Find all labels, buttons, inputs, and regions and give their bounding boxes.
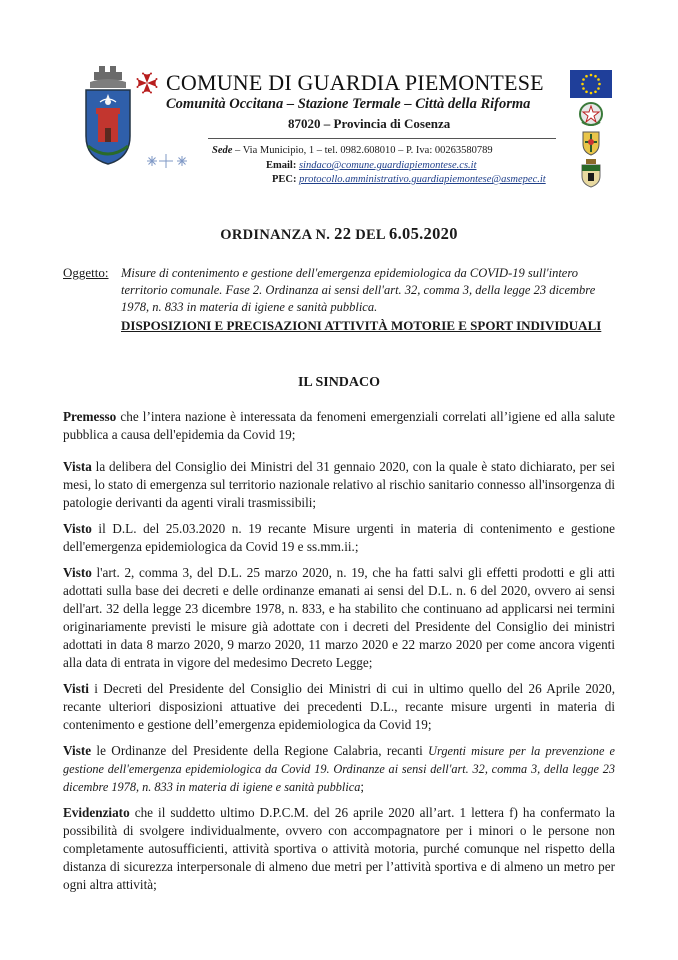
pec-link[interactable]: protocollo.amministrativo.guardiapiemontese@asmepec.it — [299, 174, 546, 185]
oggetto-title: DISPOSIZIONI E PRECISAZIONI ATTIVITÀ MOTORIE E SPORT INDIVIDUALI — [121, 318, 602, 333]
occitan-cross-icon — [136, 72, 158, 94]
paragraph-text: che l’intera nazione è interessata da fenomeni emergenziali correlati all’igiene ed alla salute pubblica a causa dell'epidemia da Covid 19; — [63, 409, 615, 442]
paragraph-text: che il suddetto ultimo D.P.C.M. del 26 aprile 2020 all’art. 1 lettera f) ha confermato la possibilità di svolgere individualmente, ovvero con accompagnatore per i minori o le persone non completamente autosufficienti, attività sportiva o attività motoria, purché comunque nel rispetto della distanza di sicurezza interpersonale di almeno due metri per l’attività sportiva e di almeno un metro per ogni altra attività; — [63, 805, 615, 892]
italian-emblem-icon — [578, 100, 604, 128]
ordinance-heading — [0, 224, 678, 244]
ordinance-date: 6.05.2020 — [389, 224, 458, 243]
paragraph-lead: Visti — [63, 681, 89, 696]
paragraph-lead: Vista — [63, 459, 92, 474]
municipality-title: COMUNE DI GUARDIA PIEMONTESE — [166, 70, 544, 95]
provincial-emblem-icon — [578, 158, 604, 188]
paragraph-text: le Ordinanze del Presidente della Regione Calabria, recanti — [91, 743, 429, 758]
contact-sede-line — [212, 145, 493, 156]
email-label: Email: — [266, 160, 297, 171]
paragraph-vista — [63, 458, 615, 512]
paragraph-italic-text: Urgenti misure per la prevenzione e gestione dell'emergenza epidemiologica da Covid 19. Ordinanze ai sensi dell'art. 32, comma 3, della legge 23 dicembre 1978, n. 833 in materia di igiene e sanità pubblica — [63, 744, 615, 794]
ordinance-del: DEL — [355, 227, 386, 243]
email-link[interactable]: sindaco@comune.guardiapiemontese.cs.it — [298, 160, 477, 171]
pec-label: PEC: — [272, 174, 297, 185]
regional-emblem-icon — [578, 128, 604, 156]
paragraph-evidenziato — [63, 804, 615, 894]
oggetto-text: Misure di contenimento e gestione dell'emergenza epidemiologica da COVID-19 sull'intero territorio comunale. Fase 2. Ordinanza ai sensi dell'art. 32, comma 3, della legge 23 dicembre 1978, n. 833 in materia di igiene e sanità pubblica. — [121, 266, 596, 314]
paragraph-text: i Decreti del Presidente del Consiglio dei Ministri di cui in ultimo quello del 26 Aprile 2020, recante ulteriori disposizioni attuative dei precedenti D.L., recante misure urgenti in materia di contenimento e gestione dell’emergenza epidemiologica da Covid 19; — [63, 681, 615, 732]
postal-address: 87020 – Provincia di Cosenza — [288, 116, 451, 131]
paragraph-visto-art2 — [63, 564, 615, 672]
ordinance-prefix: ORDINANZA N. — [220, 227, 331, 243]
contact-pec-line — [272, 174, 546, 185]
section-heading: IL SINDACO — [297, 375, 381, 390]
ordinance-number: 22 — [334, 224, 352, 243]
paragraph-premesso — [63, 408, 615, 444]
paragraph-lead: Evidenziato — [63, 805, 130, 820]
paragraph-viste — [63, 742, 615, 796]
paragraph-visto-dl — [63, 520, 615, 556]
paragraph-tail: ; — [360, 779, 365, 794]
paragraph-visti — [63, 680, 615, 734]
decorative-stars-icon — [146, 150, 192, 172]
oggetto-label: Oggetto: — [63, 265, 109, 280]
paragraph-lead: Visto — [63, 565, 92, 580]
paragraph-lead: Premesso — [63, 409, 117, 424]
coat-of-arms-icon — [82, 66, 134, 166]
european-union-flag-icon — [570, 70, 612, 98]
paragraph-lead: Viste — [63, 743, 92, 758]
paragraph-lead: Visto — [63, 521, 92, 536]
sede-text: – Via Municipio, 1 – tel. 0982.608010 – P. Iva: 00263580789 — [232, 145, 493, 156]
municipality-subtitle: Comunità Occitana – Stazione Termale – Città della Riforma — [166, 96, 531, 112]
header-divider — [208, 138, 556, 139]
sede-label: Sede — [212, 145, 233, 156]
contact-email-line — [266, 160, 477, 171]
paragraph-text: l'art. 2, comma 3, del D.L. 25 marzo 2020, n. 19, che ha fatti salvi gli effetti prodotti e gli atti adottati sulla base dei decreti e delle ordinanze emanati ai sensi del D.L. n. 6 del 2020, ovvero ai sensi dell'art. 32 della legge 23 dicembre 1978, n. 833, e ha stabilito che continuano ad applicarsi nei termini originariamente previsti le misure già adottate con i decreti del Presidente del Consiglio dei ministri adottati in data 8 marzo 2020, 9 marzo 2020, 11 marzo 2020 e 22 marzo 2020 per come ancora vigenti alla data di entrata in vigore del medesimo Decreto Legge; — [63, 565, 615, 670]
paragraph-text: il D.L. del 25.03.2020 n. 19 recante Misure urgenti in materia di contenimento e gestione dell'emergenza epidemiologica da Covid 19 e ss.mm.ii.; — [63, 521, 615, 554]
paragraph-text: la delibera del Consiglio dei Ministri del 31 gennaio 2020, con la quale è stato dichiarato, per sei mesi, lo stato di emergenza sul territorio nazionale relativo al rischio sanitario connesso all'insorgenza di patologie derivanti da agenti virali trasmissibili; — [63, 459, 615, 510]
